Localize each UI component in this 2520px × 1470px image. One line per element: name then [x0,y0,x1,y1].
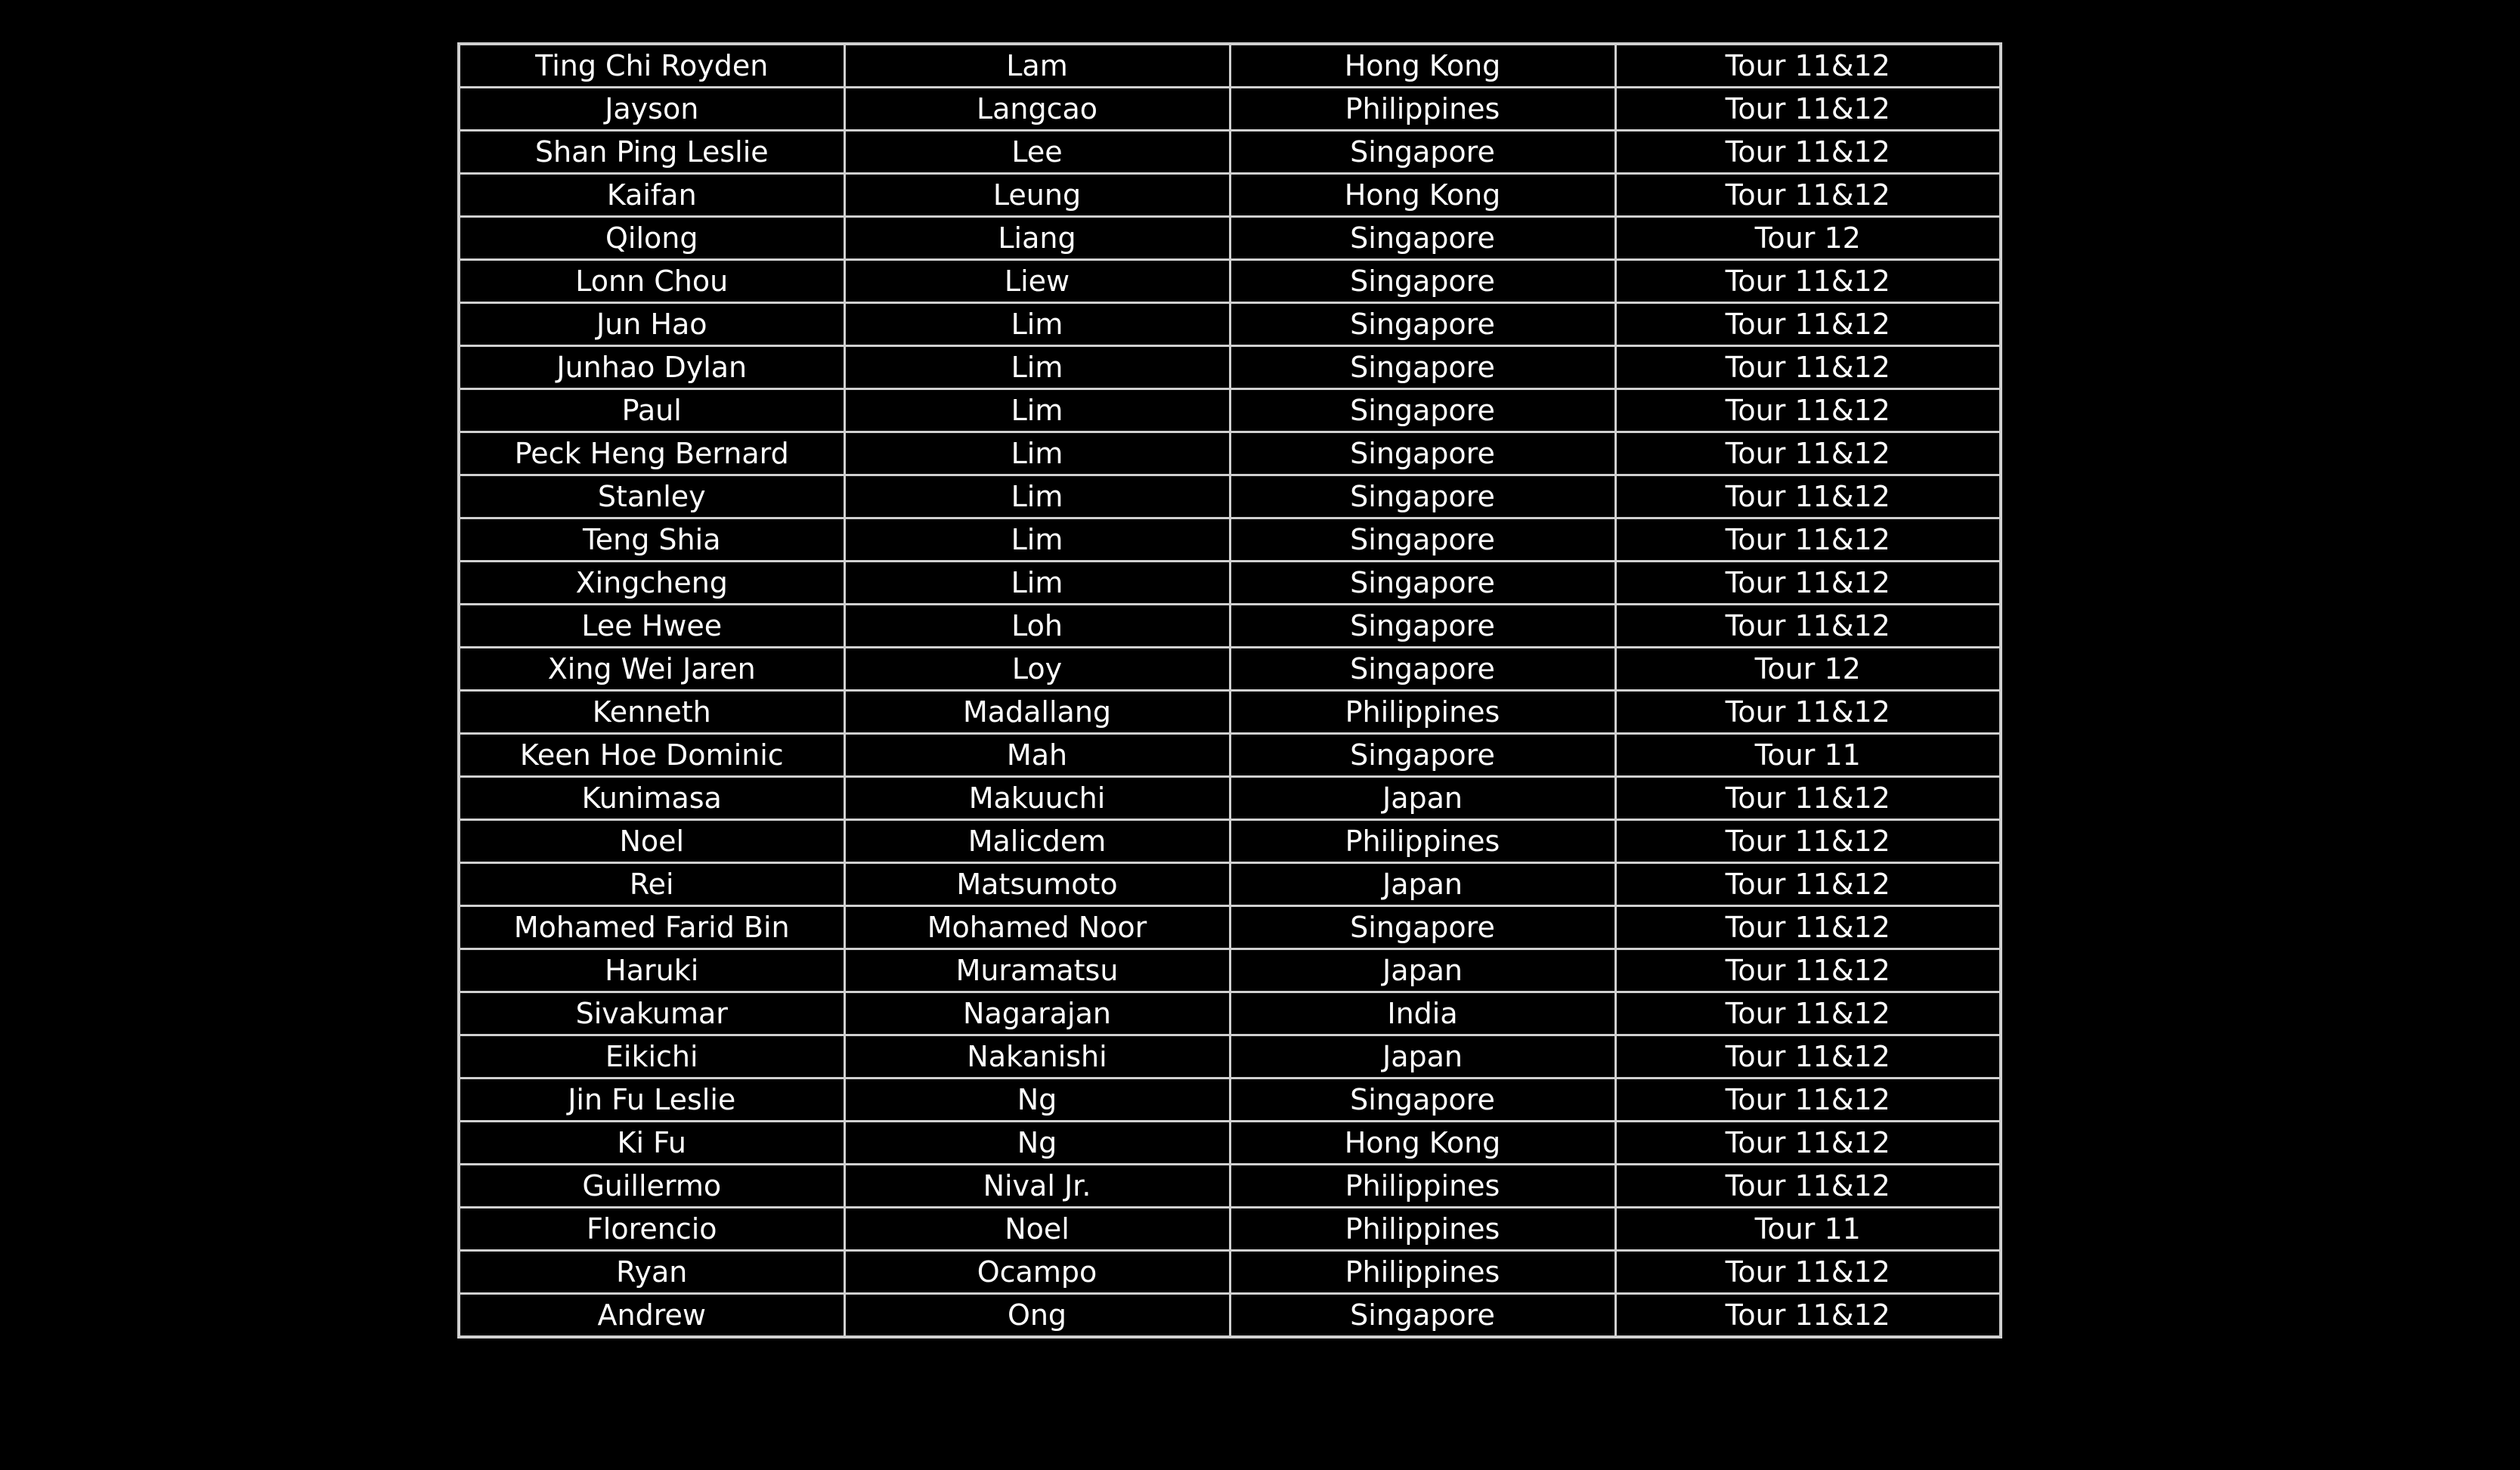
first-name-cell: Haruki [459,949,844,992]
table-row [459,820,2001,863]
table-row [459,1122,2001,1165]
last-name-cell: Loy [844,648,1230,691]
country-cell: Singapore [1230,734,1615,777]
table-row [459,217,2001,260]
tour-cell: Tour 11&12 [1615,1165,2001,1208]
first-name-cell: Kaifan [459,174,844,217]
table-row [459,863,2001,906]
last-name-cell: Langcao [844,88,1230,131]
country-cell: Japan [1230,863,1615,906]
country-cell: Hong Kong [1230,1122,1615,1165]
country-cell: Philippines [1230,1165,1615,1208]
country-cell: Singapore [1230,648,1615,691]
country-cell: Singapore [1230,1079,1615,1122]
first-name-cell: Noel [459,820,844,863]
first-name-cell: Stanley [459,475,844,518]
tour-cell: Tour 11&12 [1615,605,2001,648]
first-name-cell: Peck Heng Bernard [459,432,844,475]
country-cell: Singapore [1230,217,1615,260]
last-name-cell: Nagarajan [844,992,1230,1035]
table-row [459,44,2001,88]
country-cell: Philippines [1230,820,1615,863]
last-name-cell: Liang [844,217,1230,260]
first-name-cell: Lee Hwee [459,605,844,648]
last-name-cell: Ng [844,1122,1230,1165]
last-name-cell: Nival Jr. [844,1165,1230,1208]
table-row [459,475,2001,518]
first-name-cell: Jayson [459,88,844,131]
table-row [459,1208,2001,1251]
first-name-cell: Qilong [459,217,844,260]
last-name-cell: Ong [844,1294,1230,1338]
last-name-cell: Leung [844,174,1230,217]
country-cell: Singapore [1230,131,1615,174]
table-row [459,1079,2001,1122]
last-name-cell: Noel [844,1208,1230,1251]
country-cell: Singapore [1230,260,1615,303]
country-cell: Singapore [1230,906,1615,949]
tour-cell: Tour 11&12 [1615,1079,2001,1122]
tour-cell: Tour 11&12 [1615,949,2001,992]
tour-cell: Tour 12 [1615,217,2001,260]
last-name-cell: Mohamed Noor [844,906,1230,949]
first-name-cell: Junhao Dylan [459,346,844,389]
last-name-cell: Lim [844,303,1230,346]
first-name-cell: Ryan [459,1251,844,1294]
table-row [459,346,2001,389]
first-name-cell: Ki Fu [459,1122,844,1165]
last-name-cell: Matsumoto [844,863,1230,906]
table-row [459,691,2001,734]
tour-cell: Tour 11&12 [1615,346,2001,389]
first-name-cell: Guillermo [459,1165,844,1208]
tour-cell: Tour 11&12 [1615,432,2001,475]
tour-cell: Tour 11&12 [1615,992,2001,1035]
last-name-cell: Lim [844,346,1230,389]
last-name-cell: Lim [844,389,1230,432]
tour-cell: Tour 11&12 [1615,820,2001,863]
table-row [459,992,2001,1035]
tour-cell: Tour 11&12 [1615,518,2001,562]
tour-cell: Tour 11&12 [1615,1251,2001,1294]
last-name-cell: Nakanishi [844,1035,1230,1079]
tour-cell: Tour 11&12 [1615,1122,2001,1165]
first-name-cell: Sivakumar [459,992,844,1035]
last-name-cell: Muramatsu [844,949,1230,992]
last-name-cell: Ng [844,1079,1230,1122]
country-cell: India [1230,992,1615,1035]
roster-table-body [459,44,2001,1337]
first-name-cell: Keen Hoe Dominic [459,734,844,777]
last-name-cell: Madallang [844,691,1230,734]
country-cell: Singapore [1230,475,1615,518]
tour-cell: Tour 11&12 [1615,303,2001,346]
country-cell: Philippines [1230,691,1615,734]
table-row [459,1035,2001,1079]
table-row [459,518,2001,562]
first-name-cell: Andrew [459,1294,844,1338]
last-name-cell: Lim [844,432,1230,475]
first-name-cell: Florencio [459,1208,844,1251]
table-row [459,1294,2001,1338]
last-name-cell: Lim [844,475,1230,518]
country-cell: Japan [1230,949,1615,992]
tour-cell: Tour 11&12 [1615,1035,2001,1079]
table-row [459,260,2001,303]
tour-cell: Tour 11&12 [1615,44,2001,88]
first-name-cell: Kenneth [459,691,844,734]
tour-cell: Tour 11&12 [1615,260,2001,303]
country-cell: Philippines [1230,88,1615,131]
last-name-cell: Liew [844,260,1230,303]
country-cell: Singapore [1230,562,1615,605]
table-row [459,906,2001,949]
last-name-cell: Makuuchi [844,777,1230,820]
tour-cell: Tour 11 [1615,1208,2001,1251]
table-row [459,562,2001,605]
tour-cell: Tour 11&12 [1615,1294,2001,1338]
tour-cell: Tour 11&12 [1615,691,2001,734]
country-cell: Singapore [1230,1294,1615,1338]
first-name-cell: Xingcheng [459,562,844,605]
table-row [459,648,2001,691]
table-row [459,432,2001,475]
tour-cell: Tour 11&12 [1615,174,2001,217]
last-name-cell: Mah [844,734,1230,777]
first-name-cell: Rei [459,863,844,906]
tour-cell: Tour 11&12 [1615,863,2001,906]
first-name-cell: Eikichi [459,1035,844,1079]
tour-cell: Tour 11&12 [1615,131,2001,174]
table-row [459,131,2001,174]
table-row [459,605,2001,648]
first-name-cell: Jun Hao [459,303,844,346]
table-row [459,88,2001,131]
first-name-cell: Lonn Chou [459,260,844,303]
country-cell: Singapore [1230,389,1615,432]
country-cell: Japan [1230,1035,1615,1079]
last-name-cell: Lam [844,44,1230,88]
tour-cell: Tour 11&12 [1615,475,2001,518]
country-cell: Philippines [1230,1208,1615,1251]
country-cell: Japan [1230,777,1615,820]
table-row [459,174,2001,217]
first-name-cell: Mohamed Farid Bin [459,906,844,949]
country-cell: Singapore [1230,518,1615,562]
tour-cell: Tour 12 [1615,648,2001,691]
first-name-cell: Shan Ping Leslie [459,131,844,174]
table-row [459,389,2001,432]
last-name-cell: Loh [844,605,1230,648]
roster-table [457,42,2002,1338]
country-cell: Singapore [1230,605,1615,648]
first-name-cell: Jin Fu Leslie [459,1079,844,1122]
last-name-cell: Lee [844,131,1230,174]
country-cell: Hong Kong [1230,44,1615,88]
table-row [459,1165,2001,1208]
first-name-cell: Teng Shia [459,518,844,562]
country-cell: Singapore [1230,432,1615,475]
tour-cell: Tour 11&12 [1615,389,2001,432]
last-name-cell: Ocampo [844,1251,1230,1294]
tour-cell: Tour 11 [1615,734,2001,777]
country-cell: Philippines [1230,1251,1615,1294]
last-name-cell: Lim [844,518,1230,562]
table-row [459,1251,2001,1294]
country-cell: Hong Kong [1230,174,1615,217]
first-name-cell: Paul [459,389,844,432]
country-cell: Singapore [1230,303,1615,346]
table-row [459,734,2001,777]
country-cell: Singapore [1230,346,1615,389]
last-name-cell: Lim [844,562,1230,605]
first-name-cell: Kunimasa [459,777,844,820]
first-name-cell: Xing Wei Jaren [459,648,844,691]
tour-cell: Tour 11&12 [1615,88,2001,131]
table-row [459,303,2001,346]
table-row [459,949,2001,992]
first-name-cell: Ting Chi Royden [459,44,844,88]
table-row [459,777,2001,820]
tour-cell: Tour 11&12 [1615,562,2001,605]
tour-cell: Tour 11&12 [1615,777,2001,820]
tour-cell: Tour 11&12 [1615,906,2001,949]
last-name-cell: Malicdem [844,820,1230,863]
